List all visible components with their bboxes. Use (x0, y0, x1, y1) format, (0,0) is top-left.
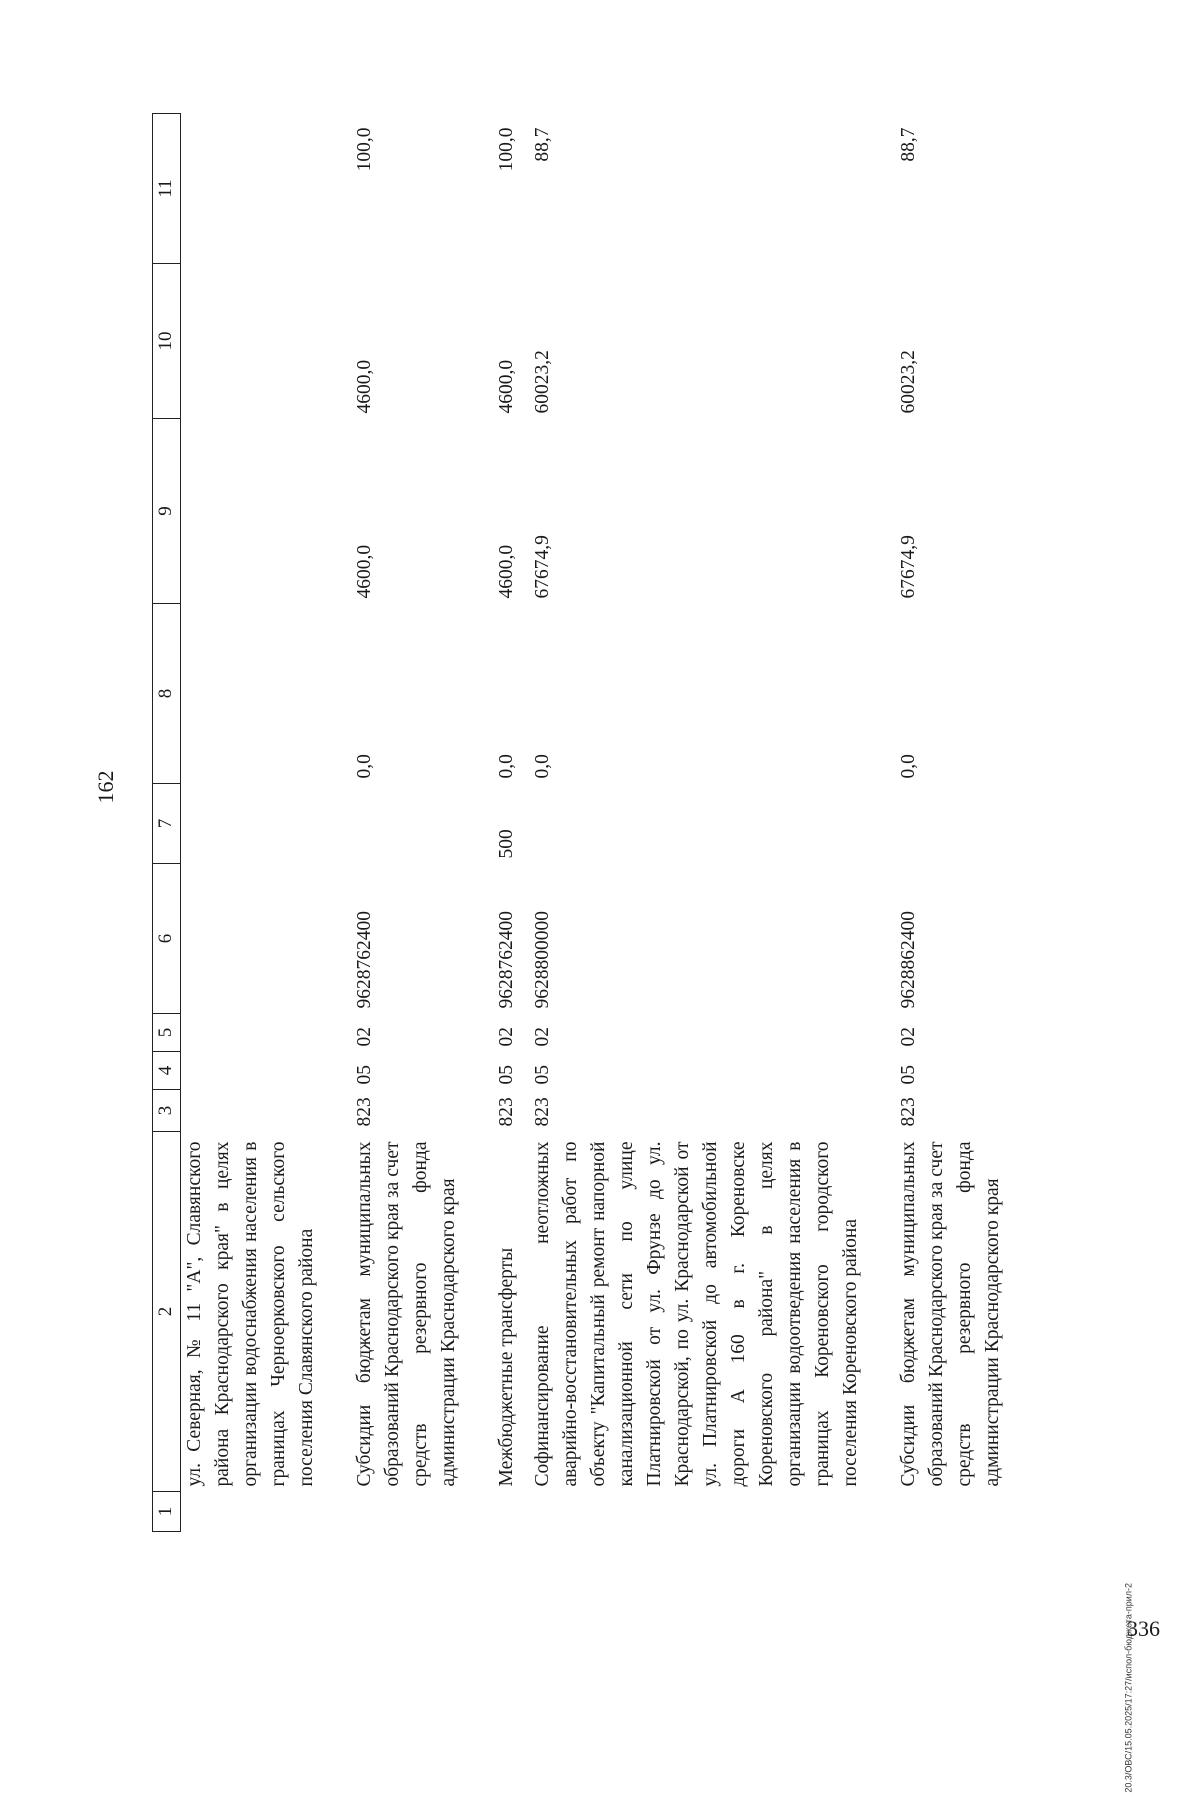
cell-col-10 (181, 264, 322, 419)
cell-section: 05 (532, 1065, 553, 1085)
header-col-4: 4 (153, 1052, 181, 1090)
cell-expense-type (521, 784, 865, 864)
page-counter: 336 (1127, 1616, 1160, 1641)
table-row (521, 114, 865, 1532)
page-number: 162 (93, 770, 118, 804)
cell-col-9: 67674,9 (532, 535, 553, 599)
cell-target-article: 9628762400 (496, 911, 517, 1009)
cell-subsection: 02 (496, 1027, 517, 1047)
cell-subsection: 02 (354, 1027, 375, 1047)
header-col-1: 1 (153, 1492, 181, 1532)
cell-admin-code: 823 (898, 1097, 919, 1127)
table-row (321, 114, 463, 1532)
cell-col-9: 4600,0 (354, 544, 375, 599)
cell-section: 05 (898, 1065, 919, 1085)
cell-subsection (181, 1014, 322, 1052)
cell-expense-type (321, 784, 463, 864)
budget-table (152, 113, 1007, 1532)
cell-col-8 (181, 604, 322, 784)
cell-col-11: 88,7 (898, 127, 919, 162)
cell-expense-type (865, 784, 1007, 864)
cell-subsection: 02 (898, 1027, 919, 1047)
cell-expense-type: 500 (496, 829, 517, 859)
header-col-8: 8 (153, 604, 181, 784)
cell-col-10: 4600,0 (354, 359, 375, 414)
cell-section (181, 1052, 322, 1090)
header-col-3: 3 (153, 1090, 181, 1132)
header-col-7: 7 (153, 784, 181, 864)
cell-col-10: 60023,2 (898, 350, 919, 414)
header-row (153, 114, 181, 1532)
header-col-6: 6 (153, 864, 181, 1014)
cell-col-9 (181, 419, 322, 604)
cell-target-article (181, 864, 322, 1014)
cell-col-10: 60023,2 (532, 350, 553, 414)
table-row (463, 114, 521, 1532)
cell-col-11: 100,0 (496, 127, 517, 172)
cell-expense-type (181, 784, 322, 864)
footer-code: 20.3/ОВС/15.05.2025/17:27/испол-бюджета-прил-2 (1124, 1583, 1134, 1793)
table-row (865, 114, 1007, 1532)
cell-target-article: 9628762400 (354, 911, 375, 1009)
cell-col-11: 88,7 (532, 127, 553, 162)
cell-col-9: 4600,0 (496, 544, 517, 599)
cell-section: 05 (496, 1065, 517, 1085)
cell-subsection: 02 (532, 1027, 553, 1047)
header-col-2: 2 (153, 1132, 181, 1492)
cell-col-10: 4600,0 (496, 359, 517, 414)
cell-admin-code: 823 (532, 1097, 553, 1127)
row-name: ул. Северная, № 11 "А", Славянского района Краснодарского края" в целях организации водоснабжения населения в границах Черноерковского сельского поселения Славянского района (184, 1141, 317, 1487)
cell-col-8: 0,0 (898, 754, 919, 779)
row-name: Субсидии бюджетам муниципальных образований Краснодарского края за счет средств резервного фонда администрации Краснодарского края (898, 1141, 1003, 1487)
cell-target-article: 9628800000 (532, 911, 553, 1009)
row-name: Субсидии бюджетам муниципальных образований Краснодарского края за счет средств резервного фонда администрации Краснодарского края (354, 1141, 459, 1487)
cell-admin-code (181, 1090, 322, 1132)
cell-col-8: 0,0 (354, 754, 375, 779)
cell-col-11 (181, 114, 322, 264)
cell-col-11: 100,0 (354, 127, 375, 172)
header-col-10: 10 (153, 264, 181, 419)
row-name: Софинансирование неотложных аварийно-восстановительных работ по объекту "Капитальный ремонт напорной канализационной сети по улице Платнировской от ул. Фрунзе до ул. Краснодарской, по ул. Краснодарской от ул. Платнировской до автомобильной дороги А 160 в г. Кореновске Кореновского района" в целях организации водоотведения населения в границах Кореновского городского поселения Кореновского района (532, 1141, 861, 1487)
header-col-11: 11 (153, 114, 181, 264)
cell-col-9: 67674,9 (898, 535, 919, 599)
cell-admin-code: 823 (354, 1097, 375, 1127)
cell-section: 05 (354, 1065, 375, 1085)
cell-col-8: 0,0 (532, 754, 553, 779)
row-name: Межбюджетные трансферты (496, 1247, 517, 1487)
cell-admin-code: 823 (496, 1097, 517, 1127)
cell-col-8: 0,0 (496, 754, 517, 779)
cell-target-article: 9628862400 (898, 911, 919, 1009)
header-col-5: 5 (153, 1014, 181, 1052)
header-col-9: 9 (153, 419, 181, 604)
table-row (181, 114, 322, 1532)
